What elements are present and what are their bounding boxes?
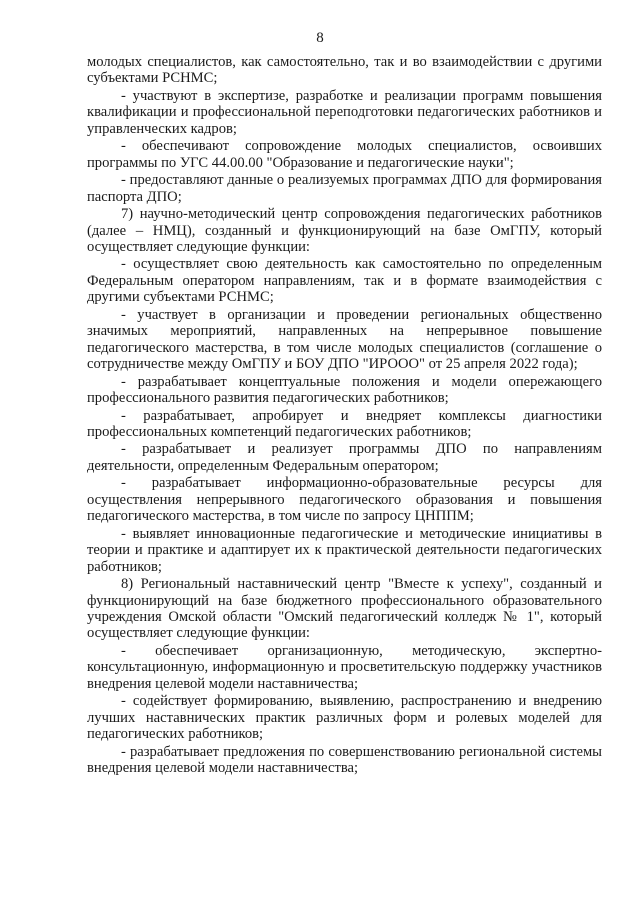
paragraph: - обеспечивает организационную, методическую, экспертно-консультационную, информационную и просветительскую поддержку участников внедрения целевой модели наставничества; <box>87 642 602 692</box>
paragraph: 8) Региональный наставнический центр "Вместе к успеху", созданный и функционирующий на базе бюджетного профессионального образовательного учреждения Омской области "Омский педагогический колледж № 1", который осуществляет следующие функции: <box>87 576 602 642</box>
paragraph: молодых специалистов, как самостоятельно, так и во взаимодействии с другими субъектами РСНМС; <box>87 54 602 87</box>
paragraph: - разрабатывает предложения по совершенствованию региональной системы внедрения целевой модели наставничества; <box>87 743 602 777</box>
paragraph: - разрабатывает, апробирует и внедряет комплексы диагностики профессиональных компетенций педагогических работников; <box>87 407 602 440</box>
paragraph: - разрабатывает и реализует программы ДПО по направлениям деятельности, определенным Федеральным оператором; <box>87 441 602 474</box>
paragraph: - выявляет инновационные педагогические и методические инициативы в теории и практике и адаптирует их к практической деятельности педагогических работников; <box>87 525 602 575</box>
paragraph: - осуществляет свою деятельность как самостоятельно по определенным Федеральным оператором направлениям, так и в формате взаимодействия с другими субъектами РСНМС; <box>87 256 602 306</box>
page-number: 8 <box>316 30 324 46</box>
paragraph: - предоставляют данные о реализуемых программах ДПО для формирования паспорта ДПО; <box>87 172 602 205</box>
paragraph: - участвует в организации и проведении региональных общественно значимых мероприятий, направленных на непрерывное повышение педагогического мастерства, в том числе молодых специалистов (соглашение о сотрудничестве между ОмГПУ и БОУ ДПО "ИРООО" от 25 апреля 2022 года); <box>87 306 602 373</box>
paragraph: - обеспечивают сопровождение молодых специалистов, освоивших программы по УГС 44.00.00 "Образование и педагогические науки"; <box>87 138 602 171</box>
paragraph: 7) научно-методический центр сопровождения педагогических работников (далее – НМЦ), созданный и функционирующий на базе ОмГПУ, который осуществляет следующие функции: <box>87 206 602 255</box>
paragraph: - участвуют в экспертизе, разработке и реализации программ повышения квалификации и профессиональной переподготовки педагогических работников и управленческих кадров; <box>87 87 602 137</box>
paragraph: - содействует формированию, выявлению, распространению и внедрению лучших наставнических практик различных форм и ролевых моделей для педагогических работников; <box>87 693 602 743</box>
paragraph: - разрабатывает информационно-образовательные ресурсы для осуществления непрерывного педагогического образования и повышения педагогического мастерства, в том числе по запросу ЦНППМ; <box>87 475 602 525</box>
paragraph: - разрабатывает концептуальные положения и модели опережающего профессионального развития педагогических работников; <box>87 373 602 407</box>
body-text <box>87 54 602 777</box>
